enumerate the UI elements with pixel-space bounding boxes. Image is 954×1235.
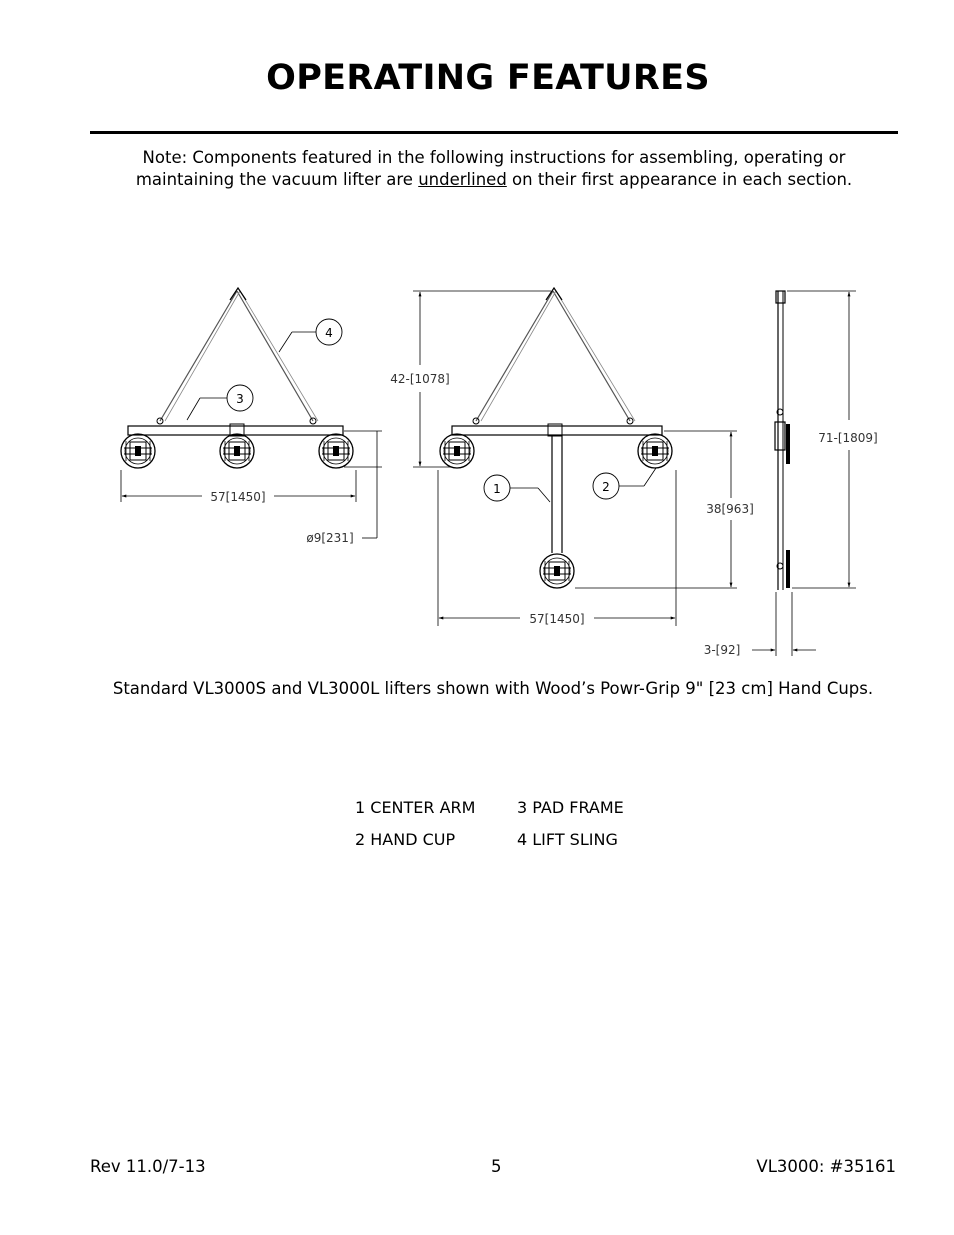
- figure-caption: Standard VL3000S and VL3000L lifters shown with Wood’s Powr-Grip 9" [23 cm] Hand Cups.: [112, 679, 874, 698]
- note-underlined-word: underlined: [418, 170, 507, 189]
- dim-side-height: 71-[1809]: [818, 431, 878, 445]
- legend-item-hand-cup: 2 HAND CUP: [355, 830, 456, 849]
- dim-width-s: 57[1450]: [210, 490, 266, 504]
- parts-legend: [355, 792, 624, 856]
- footer-revision: Rev 11.0/7-13: [90, 1157, 206, 1176]
- page-title: OPERATING FEATURES: [266, 58, 710, 98]
- callout-1: 1: [493, 482, 501, 496]
- legend-row: [355, 824, 624, 856]
- vl3000s-view: [121, 288, 382, 545]
- dim-width-l: 57[1450]: [529, 612, 585, 626]
- dim-height-sling: 42-[1078]: [390, 372, 450, 386]
- note-text-after: on their first appearance in each section.: [506, 170, 853, 189]
- dim-diameter: ø9[231]: [306, 531, 354, 545]
- legend-item-lift-sling: 4 LIFT SLING: [517, 830, 618, 849]
- callout-4: 4: [325, 326, 333, 340]
- dim-height-frame: 38[963]: [706, 502, 754, 516]
- footer-document-id: VL3000: #35161: [756, 1157, 896, 1176]
- legend-item-center-arm: 1 CENTER ARM: [355, 798, 476, 817]
- callout-2: 2: [602, 480, 610, 494]
- vl3000l-view: [390, 288, 754, 626]
- legend-row: [355, 792, 624, 824]
- footer-page-number: 5: [491, 1157, 502, 1176]
- dim-side-depth: 3-[92]: [703, 643, 741, 657]
- side-view: [704, 291, 878, 657]
- legend-item-pad-frame: 3 PAD FRAME: [517, 798, 624, 817]
- callout-3: 3: [236, 392, 244, 406]
- note-text-before: Note: Components featured in the following instructions for assembling, operating or maintaining the vacuum lifter are: [135, 148, 846, 189]
